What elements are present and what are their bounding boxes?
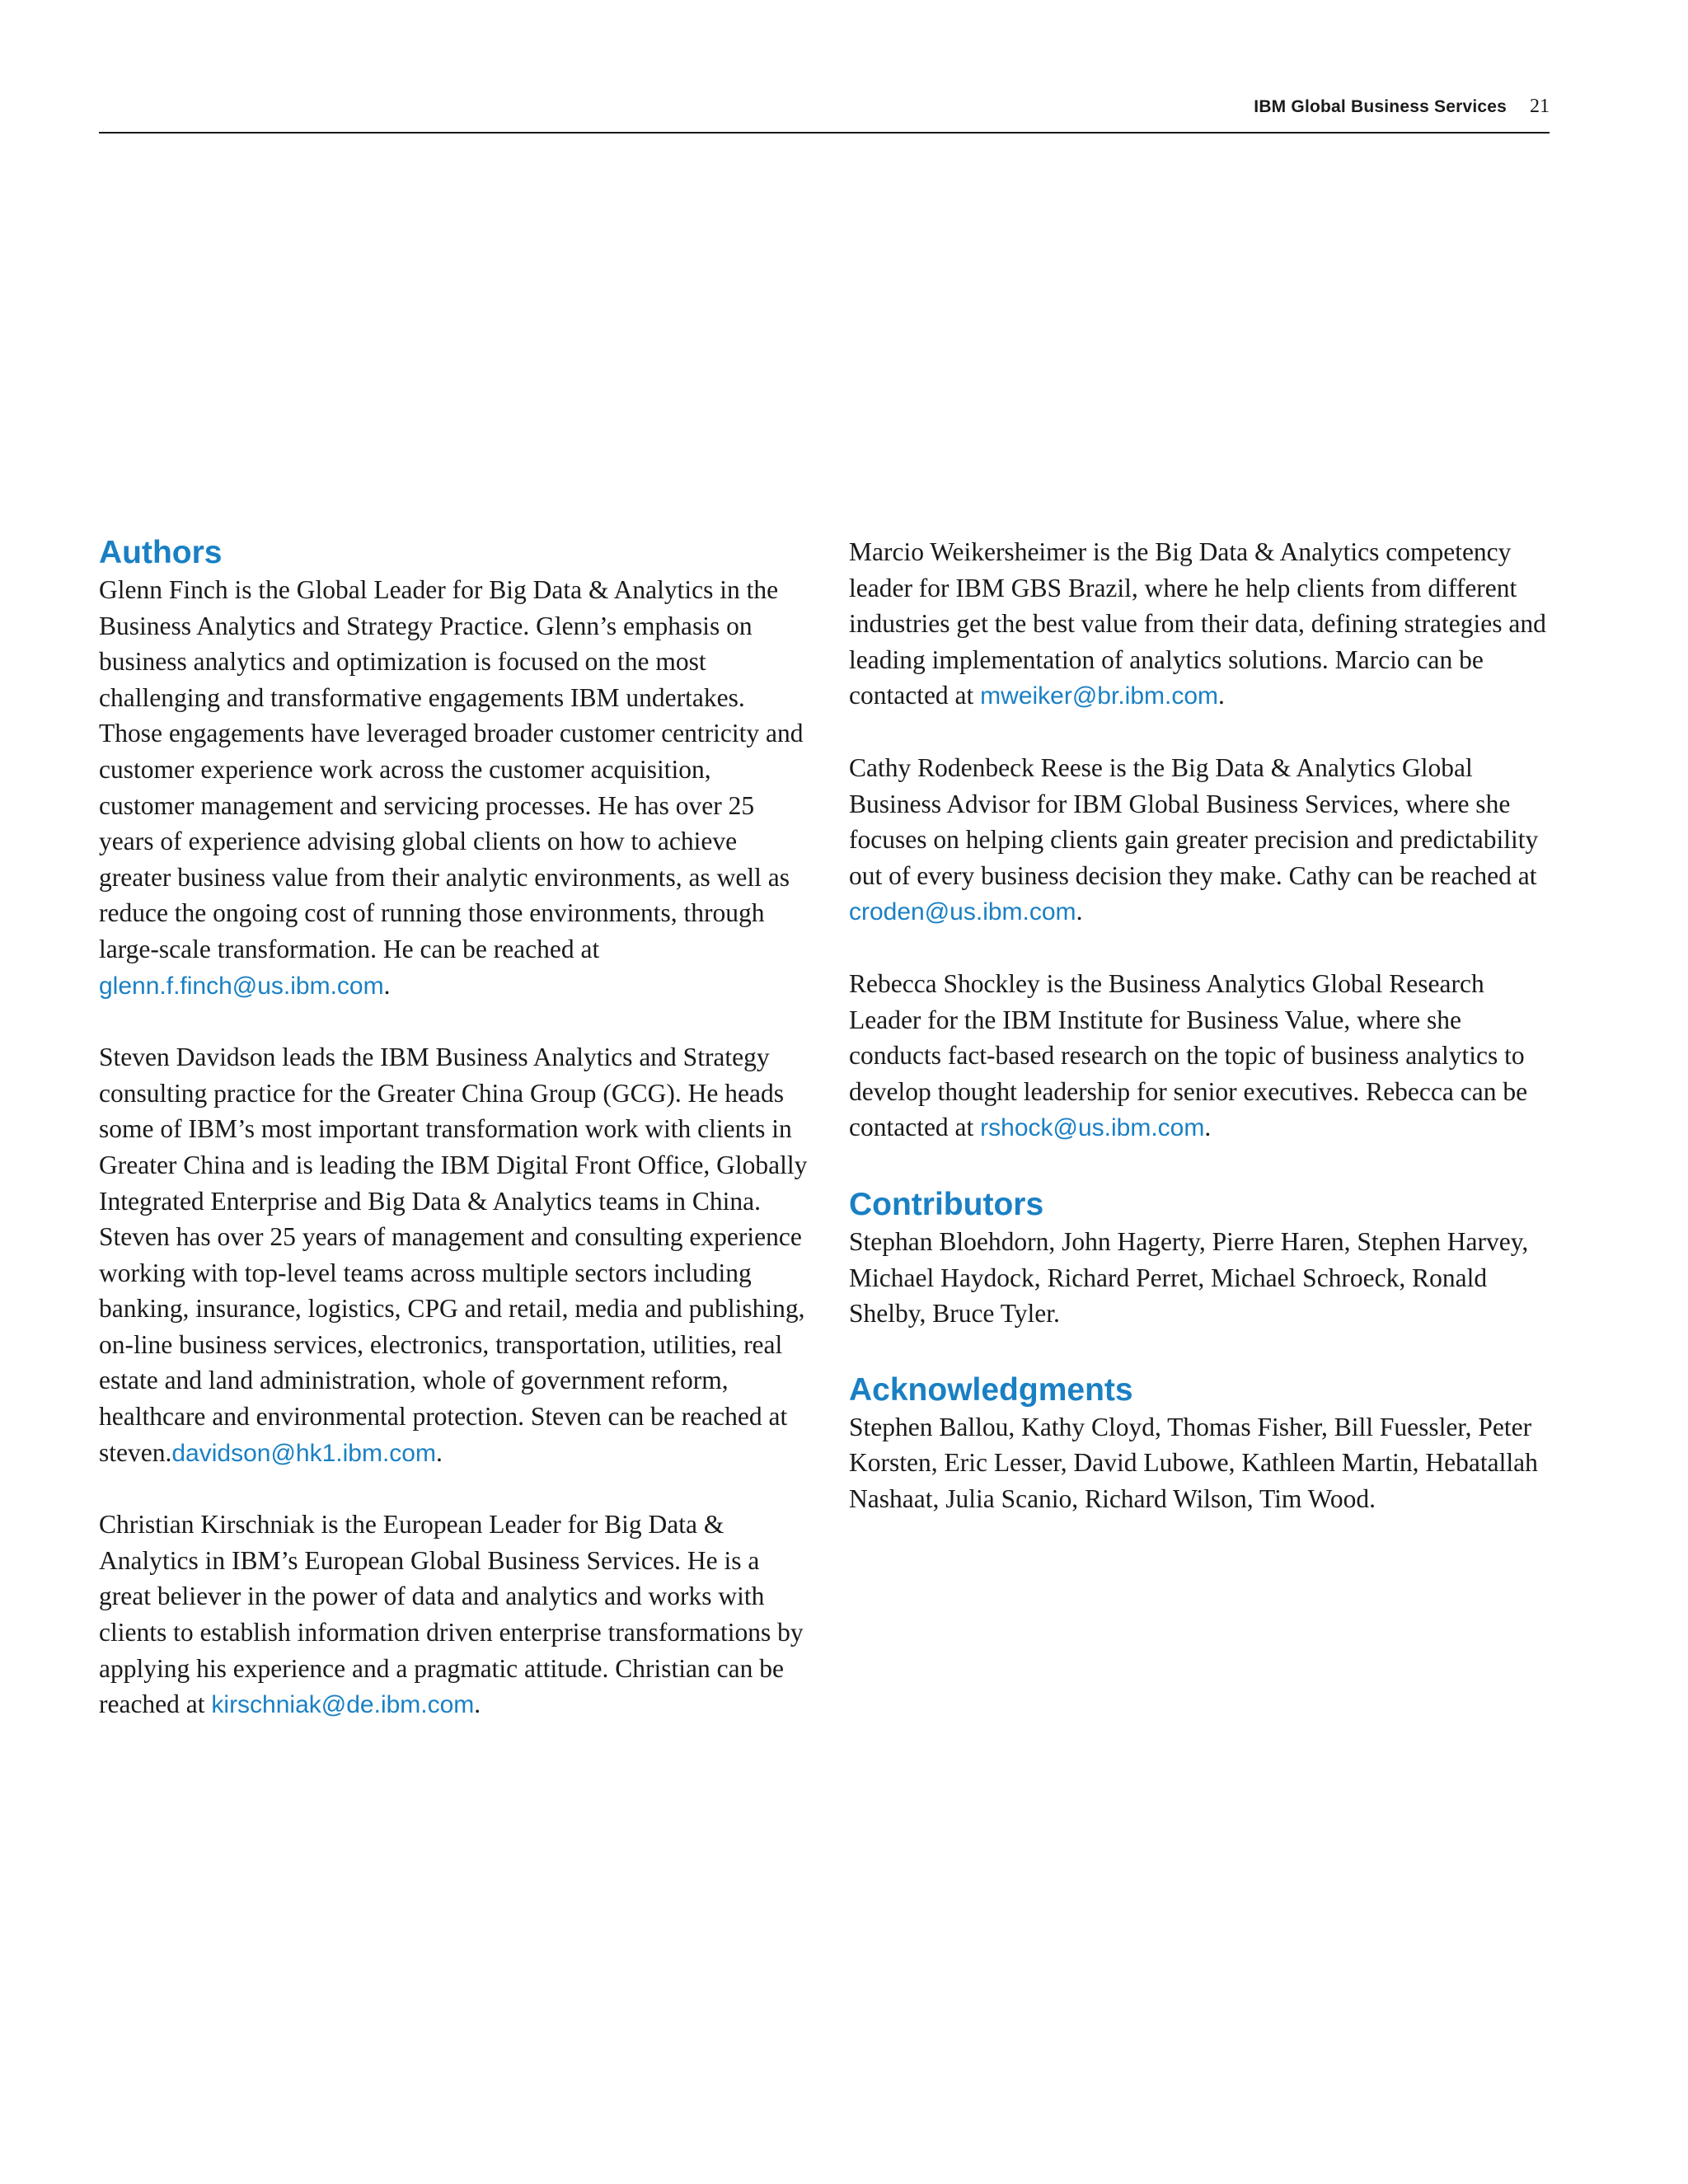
- author-email-link[interactable]: mweiker@br.ibm.com: [980, 682, 1219, 710]
- acknowledgments-heading: Acknowledgments: [849, 1371, 1133, 1408]
- author-bio-text: Glenn Finch is the Global Leader for Big Data & Analytics in the Business Analytics and Strategy Practice. Glenn’s emphasis on business analytics and optimization is focused on the most challenging and transformative engagements IBM undertakes. Those engagements have leveraged broader customer centricity and customer experience work across the customer acquisition, customer management and servicing processes. He has over 25 years of experience advising global clients on how to achieve greater business value from their analytic environments, as well as reduce the ongoing cost of running those environments, through large-scale transformation. He can be reached at: [99, 575, 804, 963]
- contributors-list: Stephan Bloehdorn, John Hagerty, Pierre Haren, Stephen Harvey, Michael Haydock, Richard Perret, Michael Schroeck, Ronald Shelby, Bruce Tyler.: [849, 1226, 1529, 1329]
- author-bio-text: Marcio Weikersheimer is the Big Data & Analytics competency leader for IBM GBS Brazil, where he help clients from different industries get the best value from their data, defining strategies and leading implementation of analytics solutions. Marcio can be contacted at: [849, 537, 1546, 710]
- author-email-link[interactable]: davidson@hk1.ibm.com: [171, 1439, 436, 1467]
- author-bio-kirschniak: [99, 1507, 808, 1723]
- page-header: [99, 92, 1550, 134]
- left-column: [99, 534, 808, 1723]
- bio-tail: .: [1218, 681, 1225, 710]
- bio-tail: .: [1204, 1113, 1212, 1142]
- author-email-link[interactable]: kirschniak@de.ibm.com: [211, 1691, 475, 1719]
- author-bio-reese: [849, 750, 1558, 930]
- author-email-link[interactable]: glenn.f.finch@us.ibm.com: [99, 972, 384, 1000]
- author-bio-text: Steven Davidson leads the IBM Business Analytics and Strategy consulting practice for the Greater China Group (GCG). He heads some of IBM’s most important transformation work with clients in Greater China and is leading the IBM Digital Front Office, Globally Integrated Enterprise and Big Data & Analytics teams in China. Steven has over 25 years of management and consulting experience working with top-level teams across multiple sectors including banking, insurance, logistics, CPG and retail, media and publishing, on-line business services, electronics, transportation, utilities, real estate and land administration, whole of government reform, healthcare and environmental protection. Steven can be reached at steven.: [99, 1043, 808, 1467]
- author-bio-text: Cathy Rodenbeck Reese is the Big Data & Analytics Global Business Advisor for IBM Global Business Services, where she focuses on helping clients gain greater precision and predictability out of every business decision they make. Cathy can be reached at: [849, 752, 1539, 890]
- right-column: [849, 534, 1558, 1516]
- authors-heading: Authors: [99, 535, 223, 570]
- acknowledgments-list: Stephen Ballou, Kathy Cloyd, Thomas Fisher, Bill Fuessler, Peter Korsten, Eric Lesser, David Lubowe, Kathleen Martin, Hebatallah Nashaat, Julia Scanio, Richard Wilson, Tim Wood.: [849, 1412, 1538, 1513]
- bio-tail: .: [435, 1437, 443, 1467]
- author-bio-davidson: [99, 1039, 808, 1471]
- author-bio-finch: [99, 572, 808, 1004]
- page-number: 21: [1530, 96, 1550, 117]
- author-bio-weikersheimer: [849, 534, 1558, 715]
- contributors-heading: Contributors: [849, 1186, 1044, 1222]
- author-bio-text: Rebecca Shockley is the Business Analytics Global Research Leader for the IBM Institute for Business Value, where she conducts fact-based research on the topic of business analytics to develop thought leadership for senior executives. Rebecca can be contacted at: [849, 968, 1528, 1142]
- bio-tail: .: [1076, 897, 1083, 926]
- author-email-link[interactable]: rshock@us.ibm.com: [980, 1114, 1205, 1142]
- author-bio-text: Christian Kirschniak is the European Leader for Big Data & Analytics in IBM’s European Global Business Services. He is a great believer in the power of data and analytics and works with clients to establish information driven enterprise transformations by applying his experience and a pragmatic attitude. Christian can be reached at: [99, 1510, 804, 1719]
- header-right: [1254, 96, 1550, 118]
- bio-tail: .: [383, 970, 391, 1000]
- bio-tail: .: [474, 1690, 481, 1719]
- author-email-link[interactable]: croden@us.ibm.com: [849, 898, 1076, 926]
- header-org-name: IBM Global Business Services: [1254, 97, 1507, 116]
- author-bio-shockley: [849, 966, 1558, 1146]
